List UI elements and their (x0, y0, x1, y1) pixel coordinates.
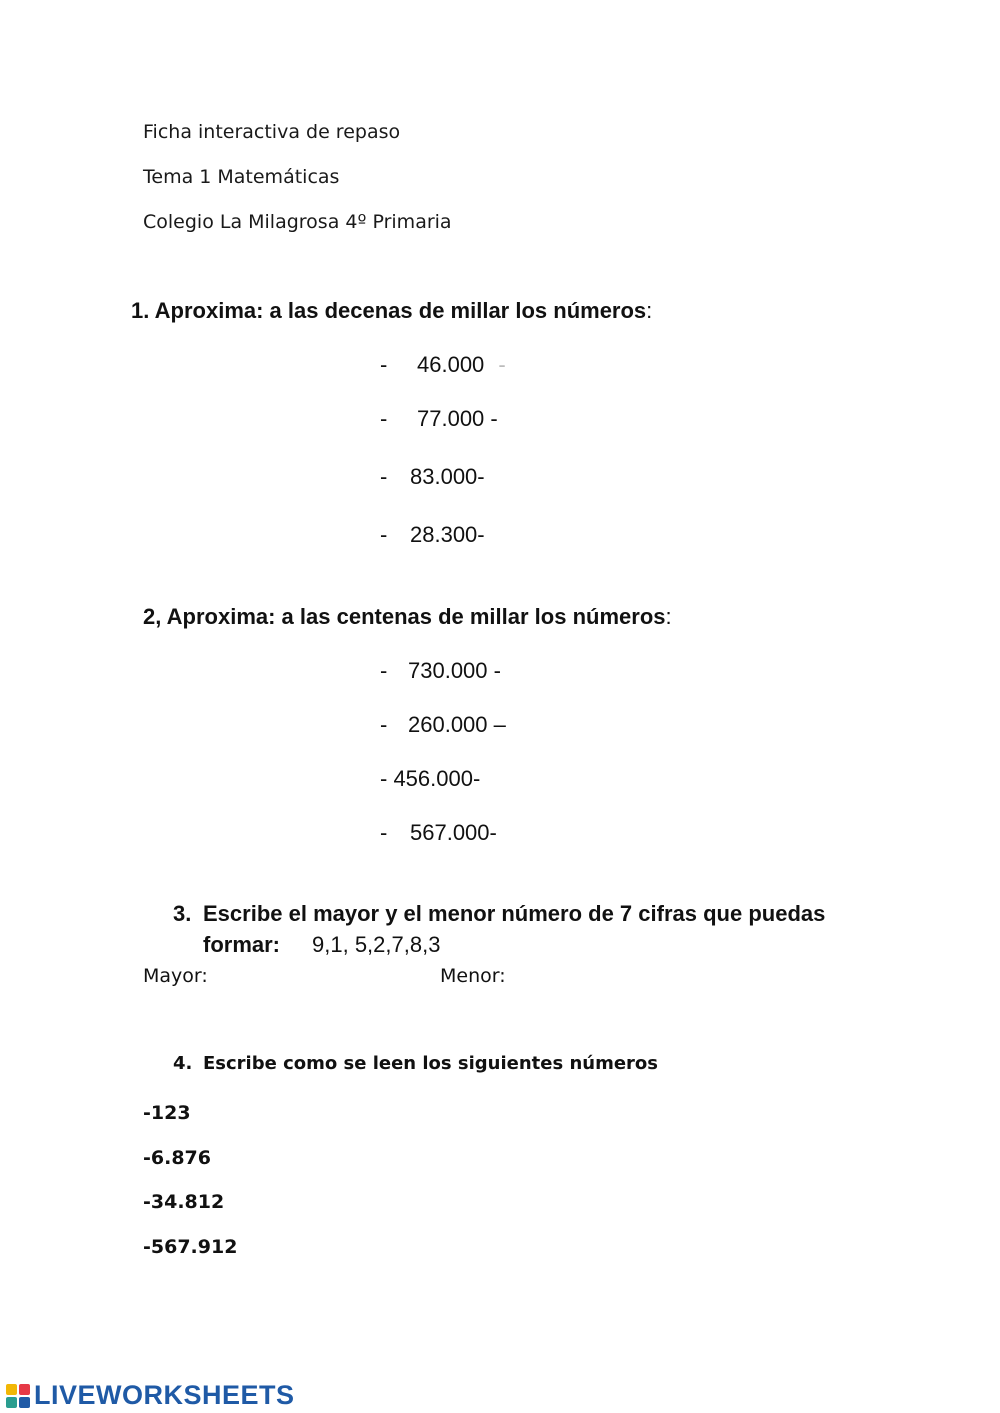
q4-item: -567.912 (143, 1236, 238, 1258)
question-2-colon: : (665, 604, 672, 629)
question-3-number: 3. (173, 901, 192, 926)
q2-item: - 456.000- (380, 766, 481, 791)
q1-item: - 46.000 - (380, 352, 506, 377)
header-school: Colegio La Milagrosa 4º Primaria (143, 211, 452, 233)
liveworksheets-logo (6, 1380, 295, 1411)
header-title: Ficha interactiva de repaso (143, 121, 401, 143)
question-3-line1: Escribe el mayor y el menor número de 7 cifras que puedas (203, 901, 826, 926)
q2-item: - 567.000- (380, 820, 497, 845)
menor-label: Menor: (440, 965, 506, 987)
question-4-number: 4. (173, 1053, 193, 1074)
question-3-digits: 9,1, 5,2,7,8,3 (312, 932, 441, 957)
q1-item: - 83.000- (380, 464, 485, 489)
question-1 (131, 298, 652, 324)
liveworksheets-brand: LIVEWORKSHEETS (34, 1380, 295, 1410)
mayor-label: Mayor: (143, 965, 208, 987)
header-subject: Tema 1 Matemáticas (143, 166, 340, 188)
q2-item: - 260.000 – (380, 712, 506, 737)
question-1-colon: : (646, 298, 653, 323)
q4-item: -34.812 (143, 1191, 225, 1213)
q4-item: -123 (143, 1102, 191, 1124)
question-3-line2: formar: 9,1, 5,2,7,8,3 (203, 932, 441, 957)
question-1-label: 1. Aproxima: a las decenas de millar los números (131, 298, 647, 323)
q2-item: - 730.000 - (380, 658, 501, 683)
q1-item: - 77.000 - (380, 406, 498, 431)
question-2-label: 2, Aproxima: a las centenas de millar los números (143, 604, 666, 629)
liveworksheets-logo-icon (6, 1384, 30, 1408)
question-4-label: Escribe como se leen los siguientes números (203, 1053, 659, 1074)
q4-item: -6.876 (143, 1147, 211, 1169)
q1-item: - 28.300- (380, 522, 485, 547)
question-2 (143, 604, 672, 630)
faint-dash: - (498, 352, 506, 377)
